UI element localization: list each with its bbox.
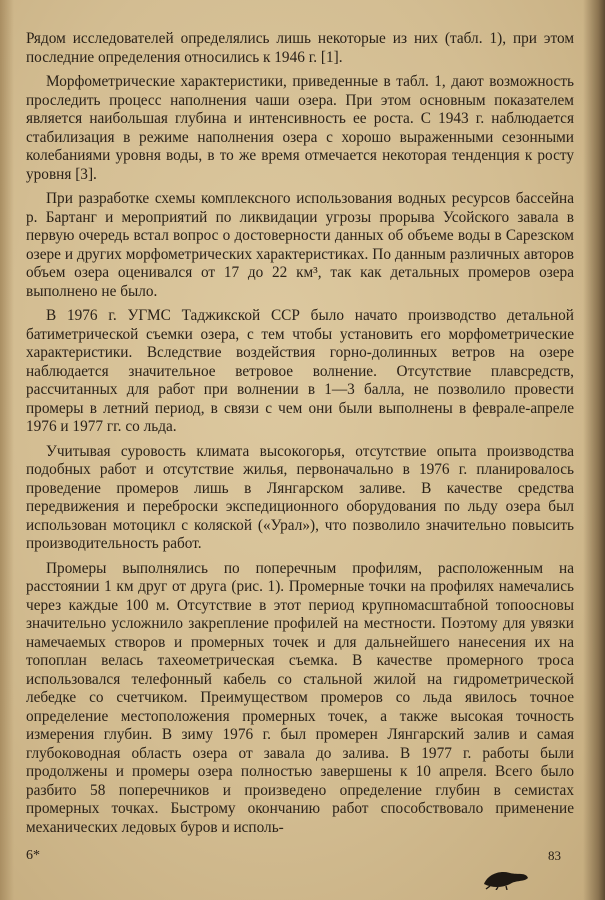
body-text	[26, 30, 574, 843]
paragraph-5: Учитывая суровость климата высокогорья, отсутствие опыта производства подобных работ и отсутствие жилья, первоначально в 1976 г. планировалось проведение промеров лишь в Лянгарском заливе. В качестве средства передвижения и переброски экспедиционного оборудования по льду озера был использован мотоцикл с коляской («Урал»), что позволило значительно повысить производительность работ.	[26, 442, 574, 552]
page-number: 83	[548, 848, 561, 863]
page-shadow-right	[583, 0, 605, 900]
page-shadow-left	[0, 0, 14, 900]
paragraph-6: Промеры выполнялись по поперечным профилям, расположенным на расстоянии 1 км друг от друга (рис. 1). Промерные точки на профилях намечались через каждые 100 м. Отсутствие в этот период крупномасштабной топоосновы значительно усложнило закрепление профилей на местности. Поэтому для увязки намечаемых створов и промерных точек и для дальнейшего нанесения их на топоплан велась тахеометрическая съемка. В качестве промерного троса использовался телефонный кабель со стальной жилой на гидрометрической лебедке со счетчиком. Преимуществом промеров со льда явилось точное определение местоположения промерных точек, а также высокая точность измерения глубин. В зиму 1976 г. был промерен Лянгарский залив и самая глубоководная область озера от завала до залива. В 1977 г. работы были продолжены и промеры озера полностью завершены к 10 апреля. Всего было разбито 58 поперечников и произведено определение глубин в семистах промерных точках. Быстрому окончанию работ способствовало применение механических ледовых буров и исполь-	[26, 559, 574, 836]
paragraph-1: Рядом исследователей определялись лишь некоторые из них (табл. 1), при этом последние определения относились к 1946 г. [1].	[26, 30, 574, 66]
signature-mark: 6*	[26, 848, 40, 863]
ink-blot-icon	[480, 866, 530, 890]
paragraph-2: Морфометрические характеристики, приведенные в табл. 1, дают возможность проследить процесс наполнения чаши озера. При этом основным показателем является наибольшая глубина и интенсивность ее роста. С 1943 г. наблюдается стабилизация в режиме наполнения озера с хорошо выраженными сезонными колебаниями уровня воды, в то же время отмечается некоторая тенденция к росту уровня [3].	[26, 73, 574, 183]
paragraph-3: При разработке схемы комплексного использования водных ресурсов бассейна р. Бартанг и мероприятий по ликвидации угрозы прорыва Усойского завала в первую очередь встал вопрос о достоверности данных об объеме воды в Сарезском озере и других морфометрических характеристиках. По данным различных авторов объем озера оценивался от 17 до 22 км³, так как детальных промеров озера выполнено не было.	[26, 190, 574, 300]
paragraph-4: В 1976 г. УГМС Таджикской ССР было начато производство детальной батиметрической съемки озера, с тем чтобы установить его морфометрические характеристики. Вследствие воздействия горно-долинных ветров на озере наблюдается значительное ветровое волнение. Отсутствие плавсредств, рассчитанных для работ при волнении в 1—3 балла, не позволило провести промеры в летний период, в связи с чем они были выполнены в феврале-апреле 1976 и 1977 гг. со льда.	[26, 307, 574, 435]
